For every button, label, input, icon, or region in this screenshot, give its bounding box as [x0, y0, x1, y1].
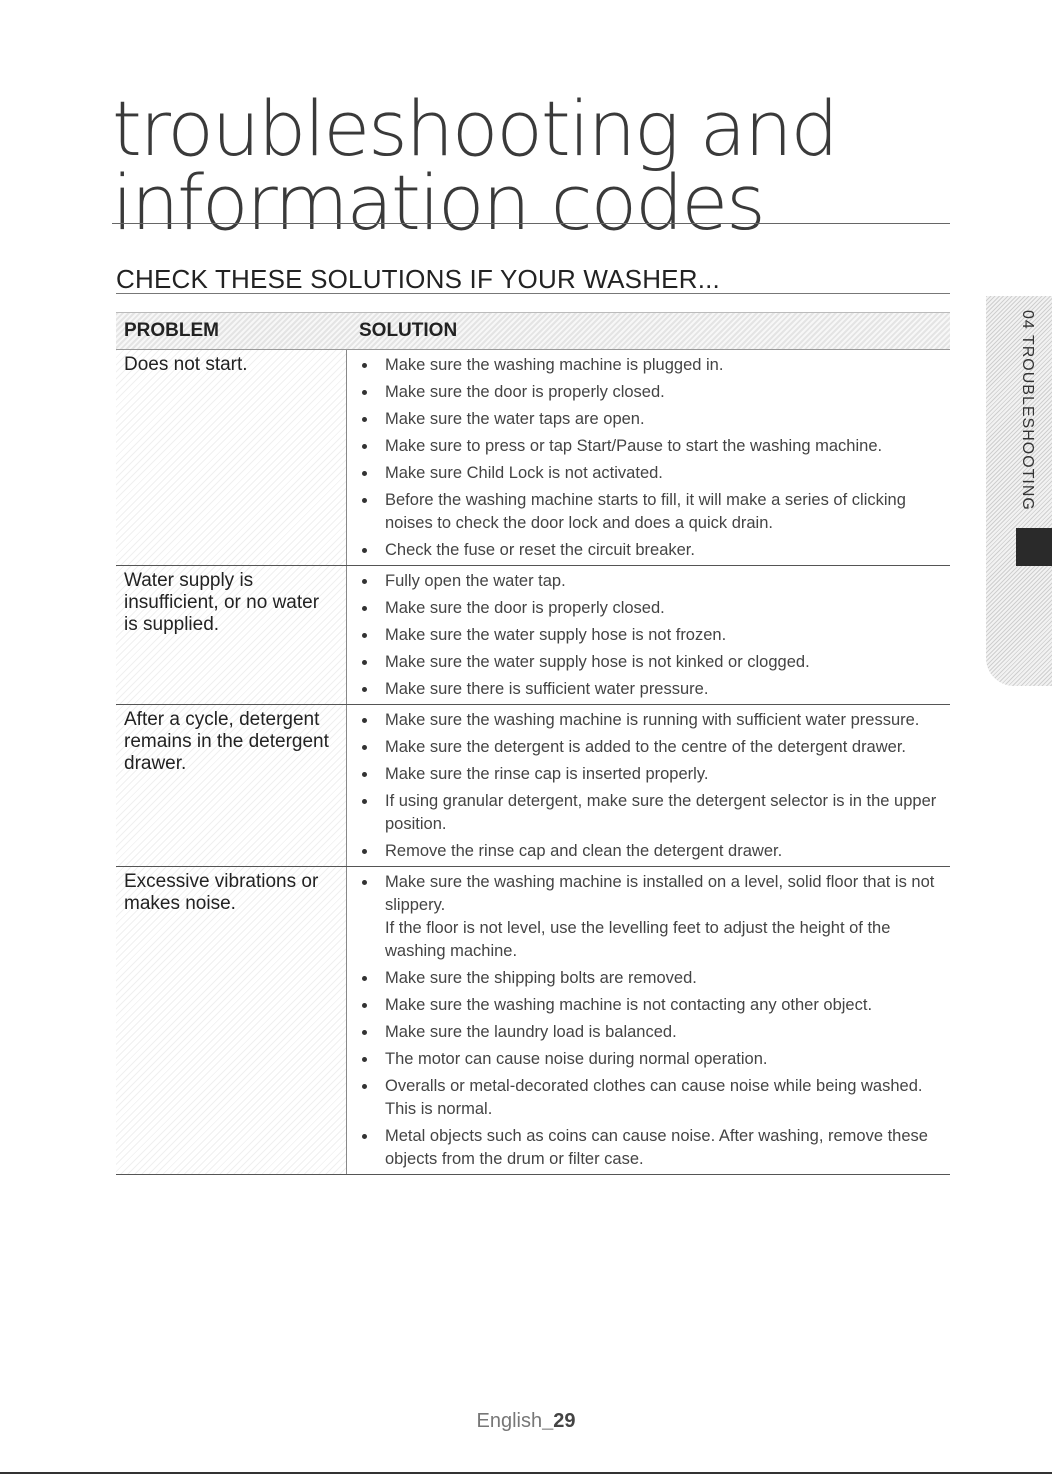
table-row — [116, 705, 950, 867]
column-header-solution: SOLUTION — [359, 320, 458, 341]
troubleshooting-table — [116, 312, 950, 1175]
solution-item: Make sure the rinse cap is inserted properly. — [385, 763, 942, 786]
solution-item: Make sure the water supply hose is not frozen. — [385, 624, 942, 647]
solution-item: Make sure the washing machine is running with sufficient water pressure. — [385, 709, 942, 732]
solution-item: Metal objects such as coins can cause noise. After washing, remove these objects from the drum or filter case. — [385, 1125, 942, 1171]
section-underline — [116, 293, 950, 294]
page-title-line-2: information codes — [112, 158, 764, 247]
problem-cell: Does not start. — [116, 350, 347, 565]
solution-list — [347, 566, 950, 704]
solution-item: Make sure the door is properly closed. — [385, 597, 942, 620]
page-footer — [0, 1410, 1052, 1433]
solution-item: Make sure the water taps are open. — [385, 408, 942, 431]
solution-item: Make sure to press or tap Start/Pause to start the washing machine. — [385, 435, 942, 458]
table-row — [116, 350, 950, 566]
solution-item: Make sure the detergent is added to the centre of the detergent drawer. — [385, 736, 942, 759]
solution-item: Before the washing machine starts to fill, it will make a series of clicking noises to check the door lock and does a quick drain. — [385, 489, 942, 535]
chapter-tab-marker — [1016, 528, 1052, 566]
solution-item: Make sure the shipping bolts are removed. — [385, 967, 942, 990]
chapter-tab-label: 04 TROUBLESHOOTING — [1019, 310, 1036, 511]
page-title-line-1: troubleshooting and — [112, 84, 837, 173]
footer-language: English — [476, 1410, 543, 1432]
solution-item: Check the fuse or reset the circuit breaker. — [385, 539, 942, 562]
solution-item: Overalls or metal-decorated clothes can cause noise while being washed. This is normal. — [385, 1075, 942, 1121]
column-header-problem: PROBLEM — [124, 320, 219, 341]
page-title — [112, 84, 950, 247]
solution-item: Make sure the laundry load is balanced. — [385, 1021, 942, 1044]
solution-item: Make sure the washing machine is not contacting any other object. — [385, 994, 942, 1017]
section-heading: CHECK THESE SOLUTIONS IF YOUR WASHER... — [116, 264, 720, 294]
solution-item: Make sure the washing machine is installed on a level, solid floor that is not slippery. If the floor is not level, use the levelling feet to adjust the height of the washing machine. — [385, 871, 942, 963]
solution-item: Make sure there is sufficient water pressure. — [385, 678, 942, 701]
table-header — [116, 312, 950, 350]
solution-item: The motor can cause noise during normal operation. — [385, 1048, 942, 1071]
solution-list — [347, 867, 950, 1174]
page-bottom-rule — [0, 1472, 1052, 1474]
solution-item: Make sure the door is properly closed. — [385, 381, 942, 404]
table-row — [116, 867, 950, 1175]
solution-list — [347, 705, 950, 866]
problem-cell: Water supply is insufficient, or no water is supplied. — [116, 566, 347, 704]
solution-item: Make sure the water supply hose is not kinked or clogged. — [385, 651, 942, 674]
table-row — [116, 566, 950, 705]
solution-list — [347, 350, 950, 565]
solution-item: Remove the rinse cap and clean the detergent drawer. — [385, 840, 942, 863]
solution-item: If using granular detergent, make sure the detergent selector is in the upper position. — [385, 790, 942, 836]
title-underline — [112, 223, 950, 224]
solution-item: Make sure the washing machine is plugged in. — [385, 354, 942, 377]
solution-item: Fully open the water tap. — [385, 570, 942, 593]
problem-cell: After a cycle, detergent remains in the detergent drawer. — [116, 705, 347, 866]
problem-cell: Excessive vibrations or makes noise. — [116, 867, 347, 1174]
page-number: _29 — [542, 1410, 576, 1432]
solution-item: Make sure Child Lock is not activated. — [385, 462, 942, 485]
